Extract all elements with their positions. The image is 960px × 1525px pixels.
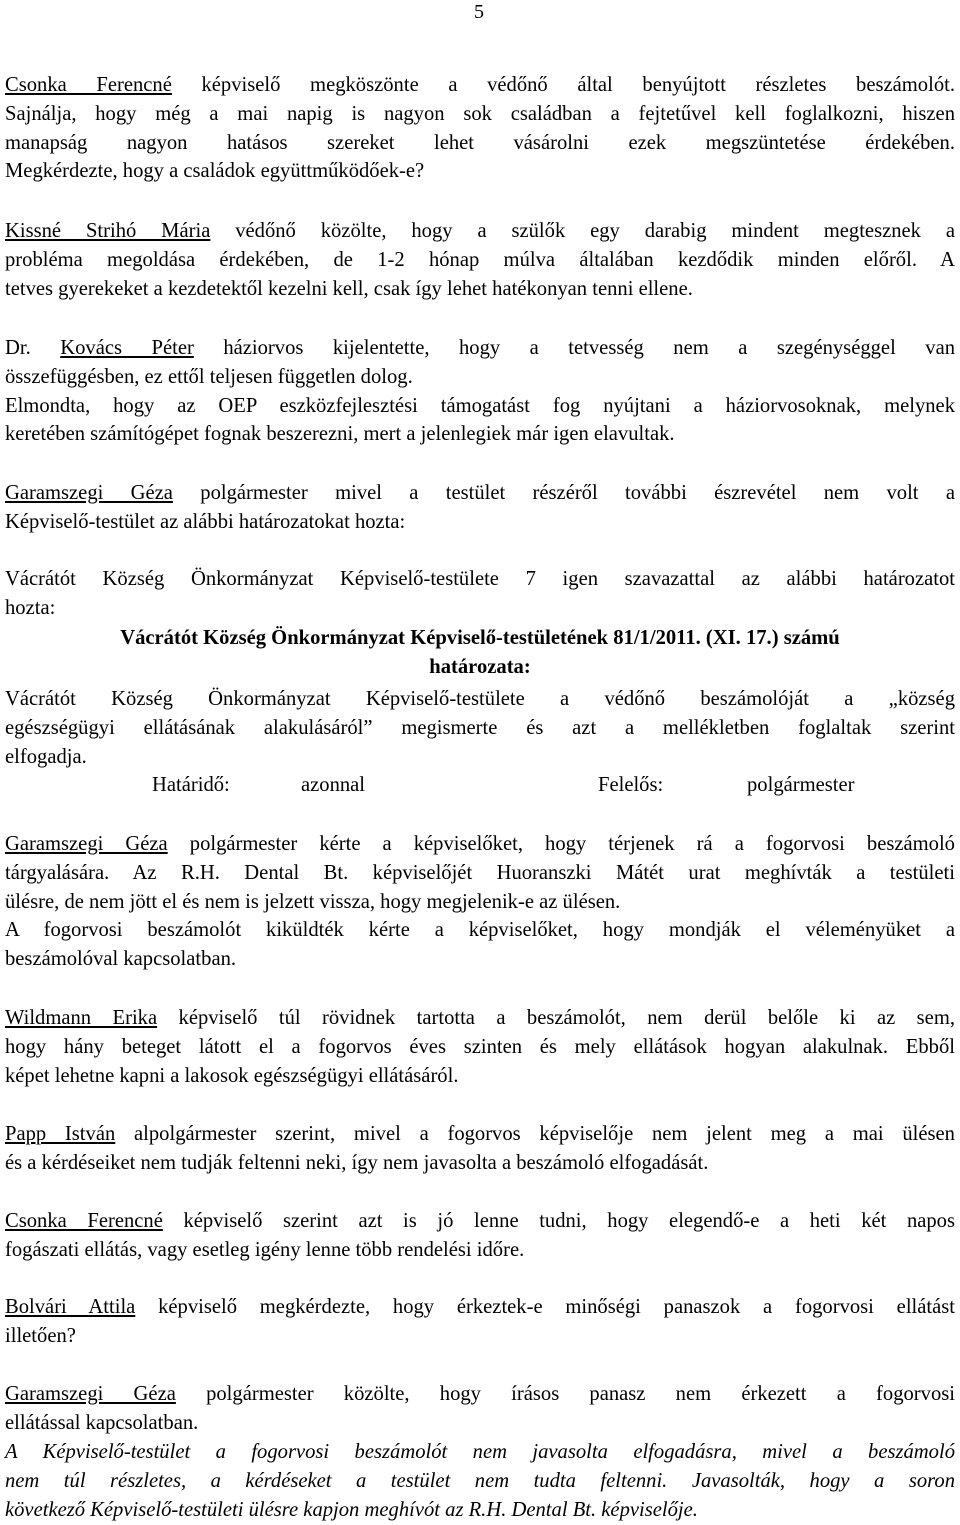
speaker-name: Garamszegi Géza bbox=[5, 1383, 176, 1405]
text-line: képviselő megkérdezte, hogy érkeztek-e minőségi panaszok a fogorvosi ellátást bbox=[158, 1296, 955, 1318]
text-line: hozta: bbox=[5, 596, 56, 619]
speaker-name: Wildmann Erika bbox=[5, 1007, 158, 1029]
text-line: polgármester közölte, hogy írásos panasz nem érkezett a fogorvosi bbox=[206, 1383, 955, 1405]
text-line: Vácrátót Község Önkormányzat Képviselő-testülete 7 igen szavazattal az alábbi határozatot bbox=[5, 568, 955, 590]
text-line: keretében számítógépet fognak beszerezni, mert a jelenlegiek már igen elavultak. bbox=[5, 423, 675, 446]
text-line: egészségügyi ellátásának alakulásáról” megismerte és azt a mellékletben foglaltak szerint bbox=[5, 716, 955, 739]
text-line: manapság nagyon hatásos szereket lehet vásárolni ezek megszüntetése érdekében. bbox=[5, 131, 955, 154]
text-line: A fogorvosi beszámolót kiküldték kérte a képviselőket, hogy mondják el véleményüket a bbox=[5, 919, 955, 942]
text-line: Képviselő-testület az alábbi határozatokat hozta: bbox=[5, 510, 406, 533]
paragraph-papp bbox=[5, 1120, 955, 1178]
paragraph-garamszegi-2 bbox=[5, 830, 955, 974]
text-line: Vácrátót Község Önkormányzat Képviselő-testülete a védőnő beszámolóját a „község bbox=[5, 688, 955, 710]
speaker-name: Bolvári Attila bbox=[5, 1296, 136, 1318]
text-line: nem túl részletes, a kérdéseket a testület nem tudta feltenni. Javasolták, hogy a soron bbox=[5, 1469, 955, 1492]
text-line: védőnő közölte, hogy a szülők egy darabig mindent megtesznek a bbox=[235, 220, 955, 242]
speaker-name: Papp István bbox=[5, 1123, 116, 1145]
speaker-name: Csonka Ferencné bbox=[5, 1210, 163, 1232]
text-line: elfogadja. bbox=[5, 745, 87, 768]
text-line: illetően? bbox=[5, 1324, 76, 1347]
text-line: háziorvos kijelentette, hogy a tetvesség nem a szegénységgel van bbox=[223, 337, 956, 359]
paragraph-conclusion bbox=[5, 1438, 955, 1524]
speaker-name: Garamszegi Géza bbox=[5, 482, 173, 504]
resolution-title-text: Vácrátót Község Önkormányzat Képviselő-testületének 81/1/2011. (XI. 17.) számú bbox=[120, 627, 840, 649]
text-line: képet lehetne kapni a lakosok egészségügyi ellátásáról. bbox=[5, 1064, 459, 1087]
text-line: hogy hány beteget látott el a fogorvos éves szinten és mely ellátások hogyan alakulnak. Ebből bbox=[5, 1035, 955, 1058]
text-line: fogászati ellátás, vagy esetleg igény lenne több rendelési időre. bbox=[5, 1238, 525, 1261]
paragraph-bolvari bbox=[5, 1293, 955, 1351]
text-line: alpolgármester szerint, mivel a fogorvos képviselője nem jelent meg a mai ülésen bbox=[134, 1123, 955, 1145]
responsible-label: Felelős: bbox=[598, 774, 664, 796]
speaker-name: Kissné Strihó Mária bbox=[5, 220, 211, 242]
title-prefix: Dr. bbox=[5, 337, 31, 359]
speaker-name: Garamszegi Géza bbox=[5, 833, 168, 855]
text-line: következő Képviselő-testületi ülésre kapjon meghívót az R.H. Dental Bt. képviselője. bbox=[5, 1498, 698, 1521]
text-line: Megkérdezte, hogy a családok együttműködőek-e? bbox=[5, 160, 425, 183]
deadline-value: azonnal bbox=[301, 774, 366, 796]
text-line: képviselő szerint azt is jó lenne tudni, hogy elegendő-e a heti két napos bbox=[183, 1210, 955, 1232]
text-line: Sajnálja, hogy még a mai napig is nagyon sok családban a fejtetűvel kell foglalkozni, hiszen bbox=[5, 102, 955, 125]
text-line: tetves gyerekeket a kezdetektől kezelni kell, csak így lehet hatékonyan tenni ellene. bbox=[5, 277, 693, 300]
paragraph-vote bbox=[5, 565, 955, 623]
text-line: és a kérdéseiket nem tudják feltenni neki, így nem javasolta a beszámoló elfogadását. bbox=[5, 1151, 709, 1174]
responsible-value: polgármester bbox=[747, 774, 855, 796]
speaker-name: Csonka Ferencné bbox=[5, 74, 172, 96]
page-number: 5 bbox=[474, 1, 484, 23]
text-line: képviselő megköszönte a védőnő által benyújtott részletes beszámolót. bbox=[201, 74, 955, 96]
text-line: beszámolóval kapcsolatban. bbox=[5, 948, 237, 971]
paragraph-csonka-1 bbox=[5, 71, 955, 186]
paragraph-kovacs bbox=[5, 334, 955, 449]
deadline-label: Határidő: bbox=[152, 774, 230, 796]
text-line: tárgyalására. Az R.H. Dental Bt. képviselőjét Huoranszki Mátét urat meghívták a testületi bbox=[5, 861, 955, 884]
resolution-title bbox=[5, 624, 955, 682]
text-line: A Képviselő-testület a fogorvosi beszámolót nem javasolta elfogadásra, mivel a beszámoló bbox=[5, 1441, 955, 1463]
paragraph-garamszegi-3 bbox=[5, 1380, 955, 1438]
text-line: ellátással kapcsolatban. bbox=[5, 1411, 199, 1434]
paragraph-garamszegi-1 bbox=[5, 479, 955, 537]
text-line: polgármester mivel a testület részéről további észrevétel nem volt a bbox=[200, 482, 955, 504]
resolution-body bbox=[5, 685, 955, 771]
resolution-subtitle: határozata: bbox=[429, 655, 531, 678]
text-line: összefüggésben, ez ettől teljesen független dolog. bbox=[5, 365, 413, 388]
paragraph-csonka-2 bbox=[5, 1207, 955, 1265]
text-line: probléma megoldása érdekében, de 1-2 hónap múlva általában kezdődik minden előről. A bbox=[5, 248, 955, 271]
paragraph-wildmann bbox=[5, 1004, 955, 1090]
text-line: ülésre, de nem jött el és nem is jelzett vissza, hogy megjelenik-e az ülésen. bbox=[5, 890, 621, 913]
text-line: Elmondta, hogy az OEP eszközfejlesztési támogatást fog nyújtani a háziorvosoknak, melynek bbox=[5, 394, 955, 417]
speaker-name: Kovács Péter bbox=[60, 337, 194, 359]
resolution-deadline-row bbox=[0, 771, 960, 800]
paragraph-kissne bbox=[5, 217, 955, 303]
text-line: polgármester kérte a képviselőket, hogy térjenek rá a fogorvosi beszámoló bbox=[189, 833, 955, 855]
text-line: képviselő túl rövidnek tartotta a beszámolót, nem derül belőle ki az sem, bbox=[178, 1007, 955, 1029]
